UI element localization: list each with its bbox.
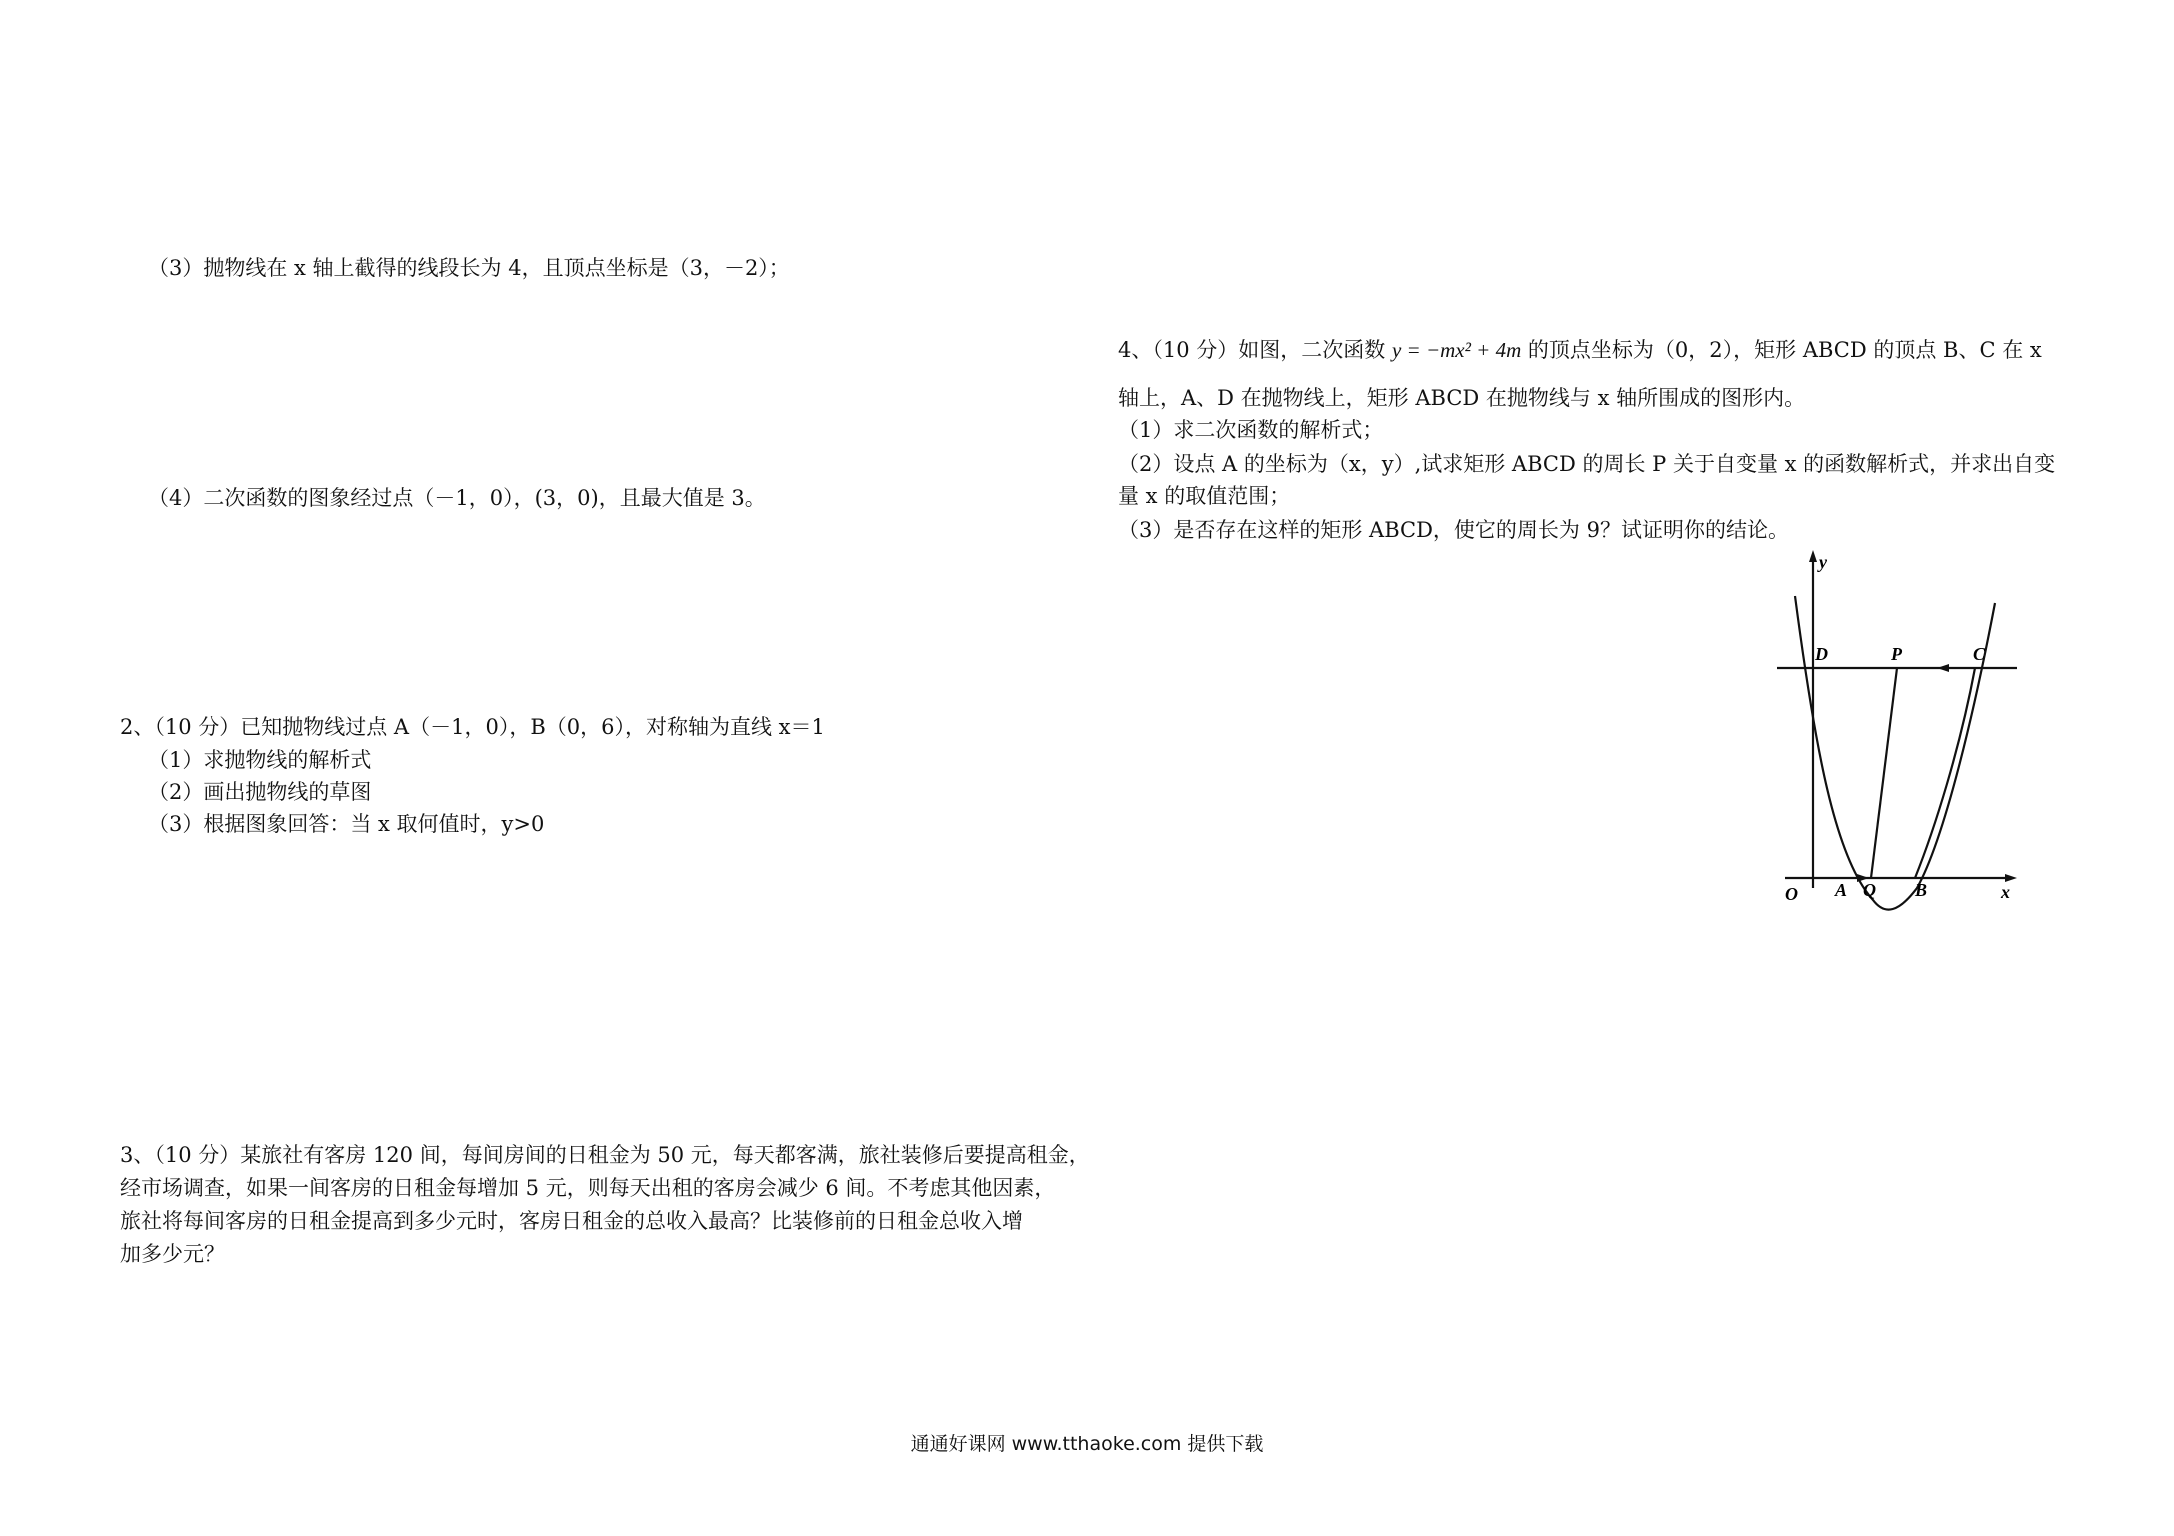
label-q: Q [1863,880,1876,900]
curve-cb [1915,668,1975,878]
label-x: x [2001,882,2010,902]
question-2-item-2: （2）画出抛物线的草图 [148,780,372,804]
label-d: D [1815,644,1828,664]
segment-pq [1871,668,1897,878]
q1-part3: （3）抛物线在 x 轴上截得的线段长为 4，且顶点坐标是（3，－2）； [148,256,790,280]
question-4-intro [1118,334,2042,366]
footer: 通通好课网 www.tthaoke.com 提供下载 [910,1433,1264,1455]
question-4-formula: y = −mx² + 4m [1391,338,1522,362]
question-4-item-1: （1）求二次函数的解析式； [1118,418,1384,442]
question-4-intro-before: 4、（10 分）如图，二次函数 [1118,338,1386,362]
question-4-item-2-cont: 量 x 的取值范围； [1118,484,1291,508]
parabola-rectangle-figure [1765,548,2025,928]
label-y: y [1819,552,1827,572]
question-4-intro-after: 的顶点坐标为（0，2），矩形 ABCD 的顶点 B、C 在 x [1527,338,2042,362]
label-c: C [1973,644,1986,664]
y-axis-arrow [1809,550,1817,562]
question-4-item-2: （2）设点 A 的坐标为（x，y）,试求矩形 ABCD 的周长 P 关于自变量 x 的函数解析式，并求出自变 [1118,452,2056,476]
question-4-item-3: （3）是否存在这样的矩形 ABCD，使它的周长为 9？试证明你的结论。 [1118,518,1789,542]
question-3-line-4: 加多少元？ [120,1242,225,1266]
question-3-line-3: 旅社将每间客房的日租金提高到多少元时，客房日租金的总收入最高？比装修前的日租金总收入增 [120,1209,1023,1233]
q1-part4: （4）二次函数的图象经过点（－1，0），(3，0)，且最大值是 3。 [148,486,766,510]
question-2-item-3: （3）根据图象回答：当 x 取何值时，y>0 [148,812,545,836]
question-3 [120,1139,1090,1271]
question-3-line-2: 经市场调查，如果一间客房的日租金每增加 5 元，则每天出租的客房会减少 6 间。不考虑其他因素， [120,1176,1056,1200]
x-axis-arrow [2005,874,2017,882]
question-2-title: 2、（10 分）已知抛物线过点 A（－1，0），B（0，6），对称轴为直线 x＝1 [120,715,825,739]
label-a: A [1835,880,1848,900]
question-3-line-1: 3、（10 分）某旅社有客房 120 间，每间房间的日租金为 50 元，每天都客满，旅社装修后要提高租金， [120,1143,1090,1167]
label-b: B [1915,880,1928,900]
question-2-item-1: （1）求抛物线的解析式 [148,748,372,772]
label-p: P [1891,644,1902,664]
question-4-line-2: 轴上，A、D 在抛物线上，矩形 ABCD 在抛物线与 x 轴所围成的图形内。 [1118,386,1806,410]
p-arrow [1937,664,1949,672]
label-o: O [1785,884,1798,904]
